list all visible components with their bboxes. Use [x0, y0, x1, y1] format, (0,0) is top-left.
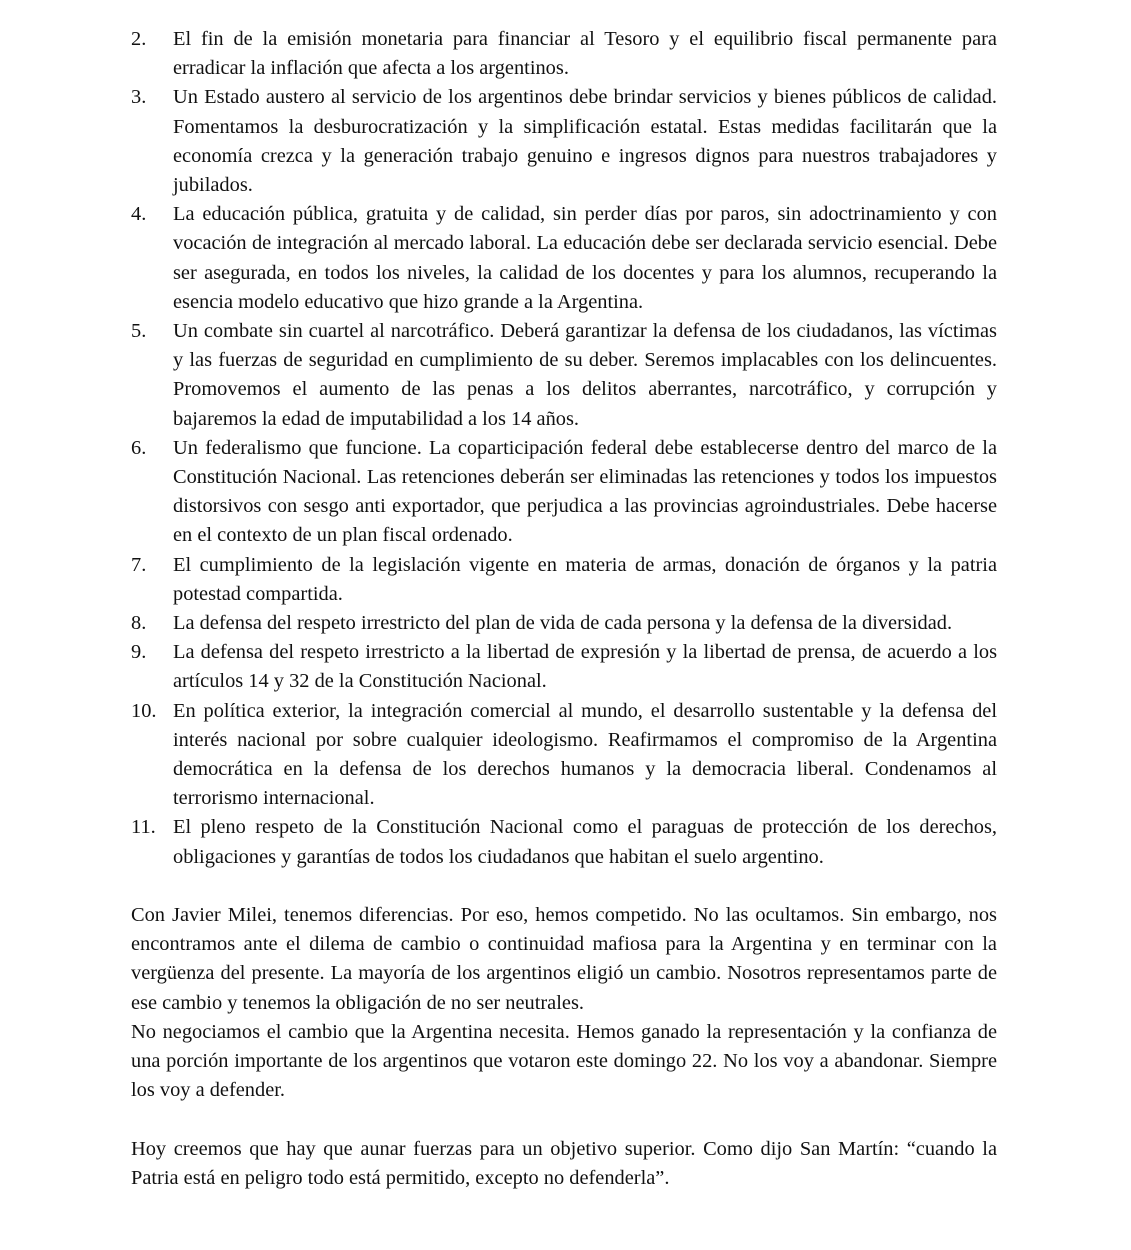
list-item	[131, 638, 997, 696]
list-item	[131, 609, 997, 638]
list-item-text: El fin de la emisión monetaria para financiar al Tesoro y el equilibrio fiscal permanente para erradicar la inflación que afecta a los argentinos.	[173, 28, 997, 80]
paragraph-differences: Con Javier Milei, tenemos diferencias. Por eso, hemos competido. No las ocultamos. Sin embargo, nos encontramos ante el dilema de cambio o continuidad mafiosa para la Argentina y en terminar con la vergüenza del presente. La mayoría de los argentinos eligió un cambio. Nosotros representamos parte de ese cambio y tenemos la obligación de no ser neutrales.	[131, 904, 997, 1014]
list-item-number: 9.	[131, 641, 147, 664]
list-item-text: La defensa del respeto irrestricto del plan de vida de cada persona y la defensa de la diversidad.	[173, 612, 953, 635]
list-item-number: 3.	[131, 86, 147, 109]
list-item	[131, 434, 997, 551]
list-item	[131, 813, 997, 871]
list-item-number: 7.	[131, 553, 147, 576]
list-item	[131, 697, 997, 814]
paragraph-spacer	[131, 872, 997, 901]
list-item-number: 10.	[131, 699, 157, 722]
list-item-text: En política exterior, la integración comercial al mundo, el desarrollo sustentable y la defensa del interés nacional por sobre cualquier ideologismo. Reafirmamos el compromiso de la Argentina democrática en la defensa de los derechos humanos y la democracia liberal. Condenamos al terrorismo internacional.	[173, 699, 997, 810]
list-item	[131, 551, 997, 609]
list-item-number: 6.	[131, 436, 147, 459]
list-item-number: 11.	[131, 816, 156, 839]
numbered-list	[131, 25, 997, 872]
list-item-text: Un combate sin cuartel al narcotráfico. Deberá garantizar la defensa de los ciudadanos, las víctimas y las fuerzas de seguridad en cumplimiento de su deber. Seremos implacables con los delincuentes. Promovemos el aumento de las penas a los delitos aberrantes, narcotráfico, y corrupción y bajaremos la edad de imputabilidad a los 14 años.	[173, 320, 997, 430]
paragraph-spacer	[131, 1106, 997, 1135]
list-item	[131, 200, 997, 317]
list-item	[131, 83, 997, 200]
list-item-text: Un federalismo que funcione. La coparticipación federal debe establecerse dentro del marco de la Constitución Nacional. Las retenciones deberán ser eliminadas las retenciones y todos los impuestos distorsivos con sesgo anti exportador, que perjudica a las provincias agroindustriales. Debe hacerse en el contexto de un plan fiscal ordenado.	[173, 436, 997, 547]
list-item-number: 8.	[131, 612, 147, 635]
list-item-number: 2.	[131, 28, 147, 50]
document-page	[131, 25, 997, 1193]
list-item-text: Un Estado austero al servicio de los argentinos debe brindar servicios y bienes públicos de calidad. Fomentamos la desburocratización y la simplificación estatal. Estas medidas facilitarán que la economía crezca y la generación trabajo genuino e ingresos dignos para nuestros trabajadores y jubilados.	[173, 86, 997, 197]
list-item-text: La educación pública, gratuita y de calidad, sin perder días por paros, sin adoctrinamiento y con vocación de integración al mercado laboral. La educación debe ser declarada servicio esencial. Debe ser asegurada, en todos los niveles, la calidad de los docentes y para los alumnos, recuperando la esencia modelo educativo que hizo grande a la Argentina.	[173, 203, 997, 313]
list-item-text: El pleno respeto de la Constitución Nacional como el paraguas de protección de los derechos, obligaciones y garantías de todos los ciudadanos que habitan el suelo argentino.	[173, 816, 997, 868]
list-item-text: El cumplimiento de la legislación vigente en materia de armas, donación de órganos y la patria potestad compartida.	[173, 553, 997, 605]
paragraph-negotiation: No negociamos el cambio que la Argentina necesita. Hemos ganado la representación y la confianza de una porción importante de los argentinos que votaron este domingo 22. No los voy a abandonar. Siempre los voy a defender.	[131, 1020, 997, 1102]
paragraph-san-martin-quote: Hoy creemos que hay que aunar fuerzas para un objetivo superior. Como dijo San Martín: “cuando la Patria está en peligro todo está permitido, excepto no defenderla”.	[131, 1137, 997, 1189]
list-item-number: 4.	[131, 203, 147, 226]
list-item-number: 5.	[131, 320, 147, 343]
list-item	[131, 25, 997, 83]
list-item	[131, 317, 997, 434]
list-item-text: La defensa del respeto irrestricto a la libertad de expresión y la libertad de prensa, de acuerdo a los artículos 14 y 32 de la Constitución Nacional.	[173, 641, 997, 693]
